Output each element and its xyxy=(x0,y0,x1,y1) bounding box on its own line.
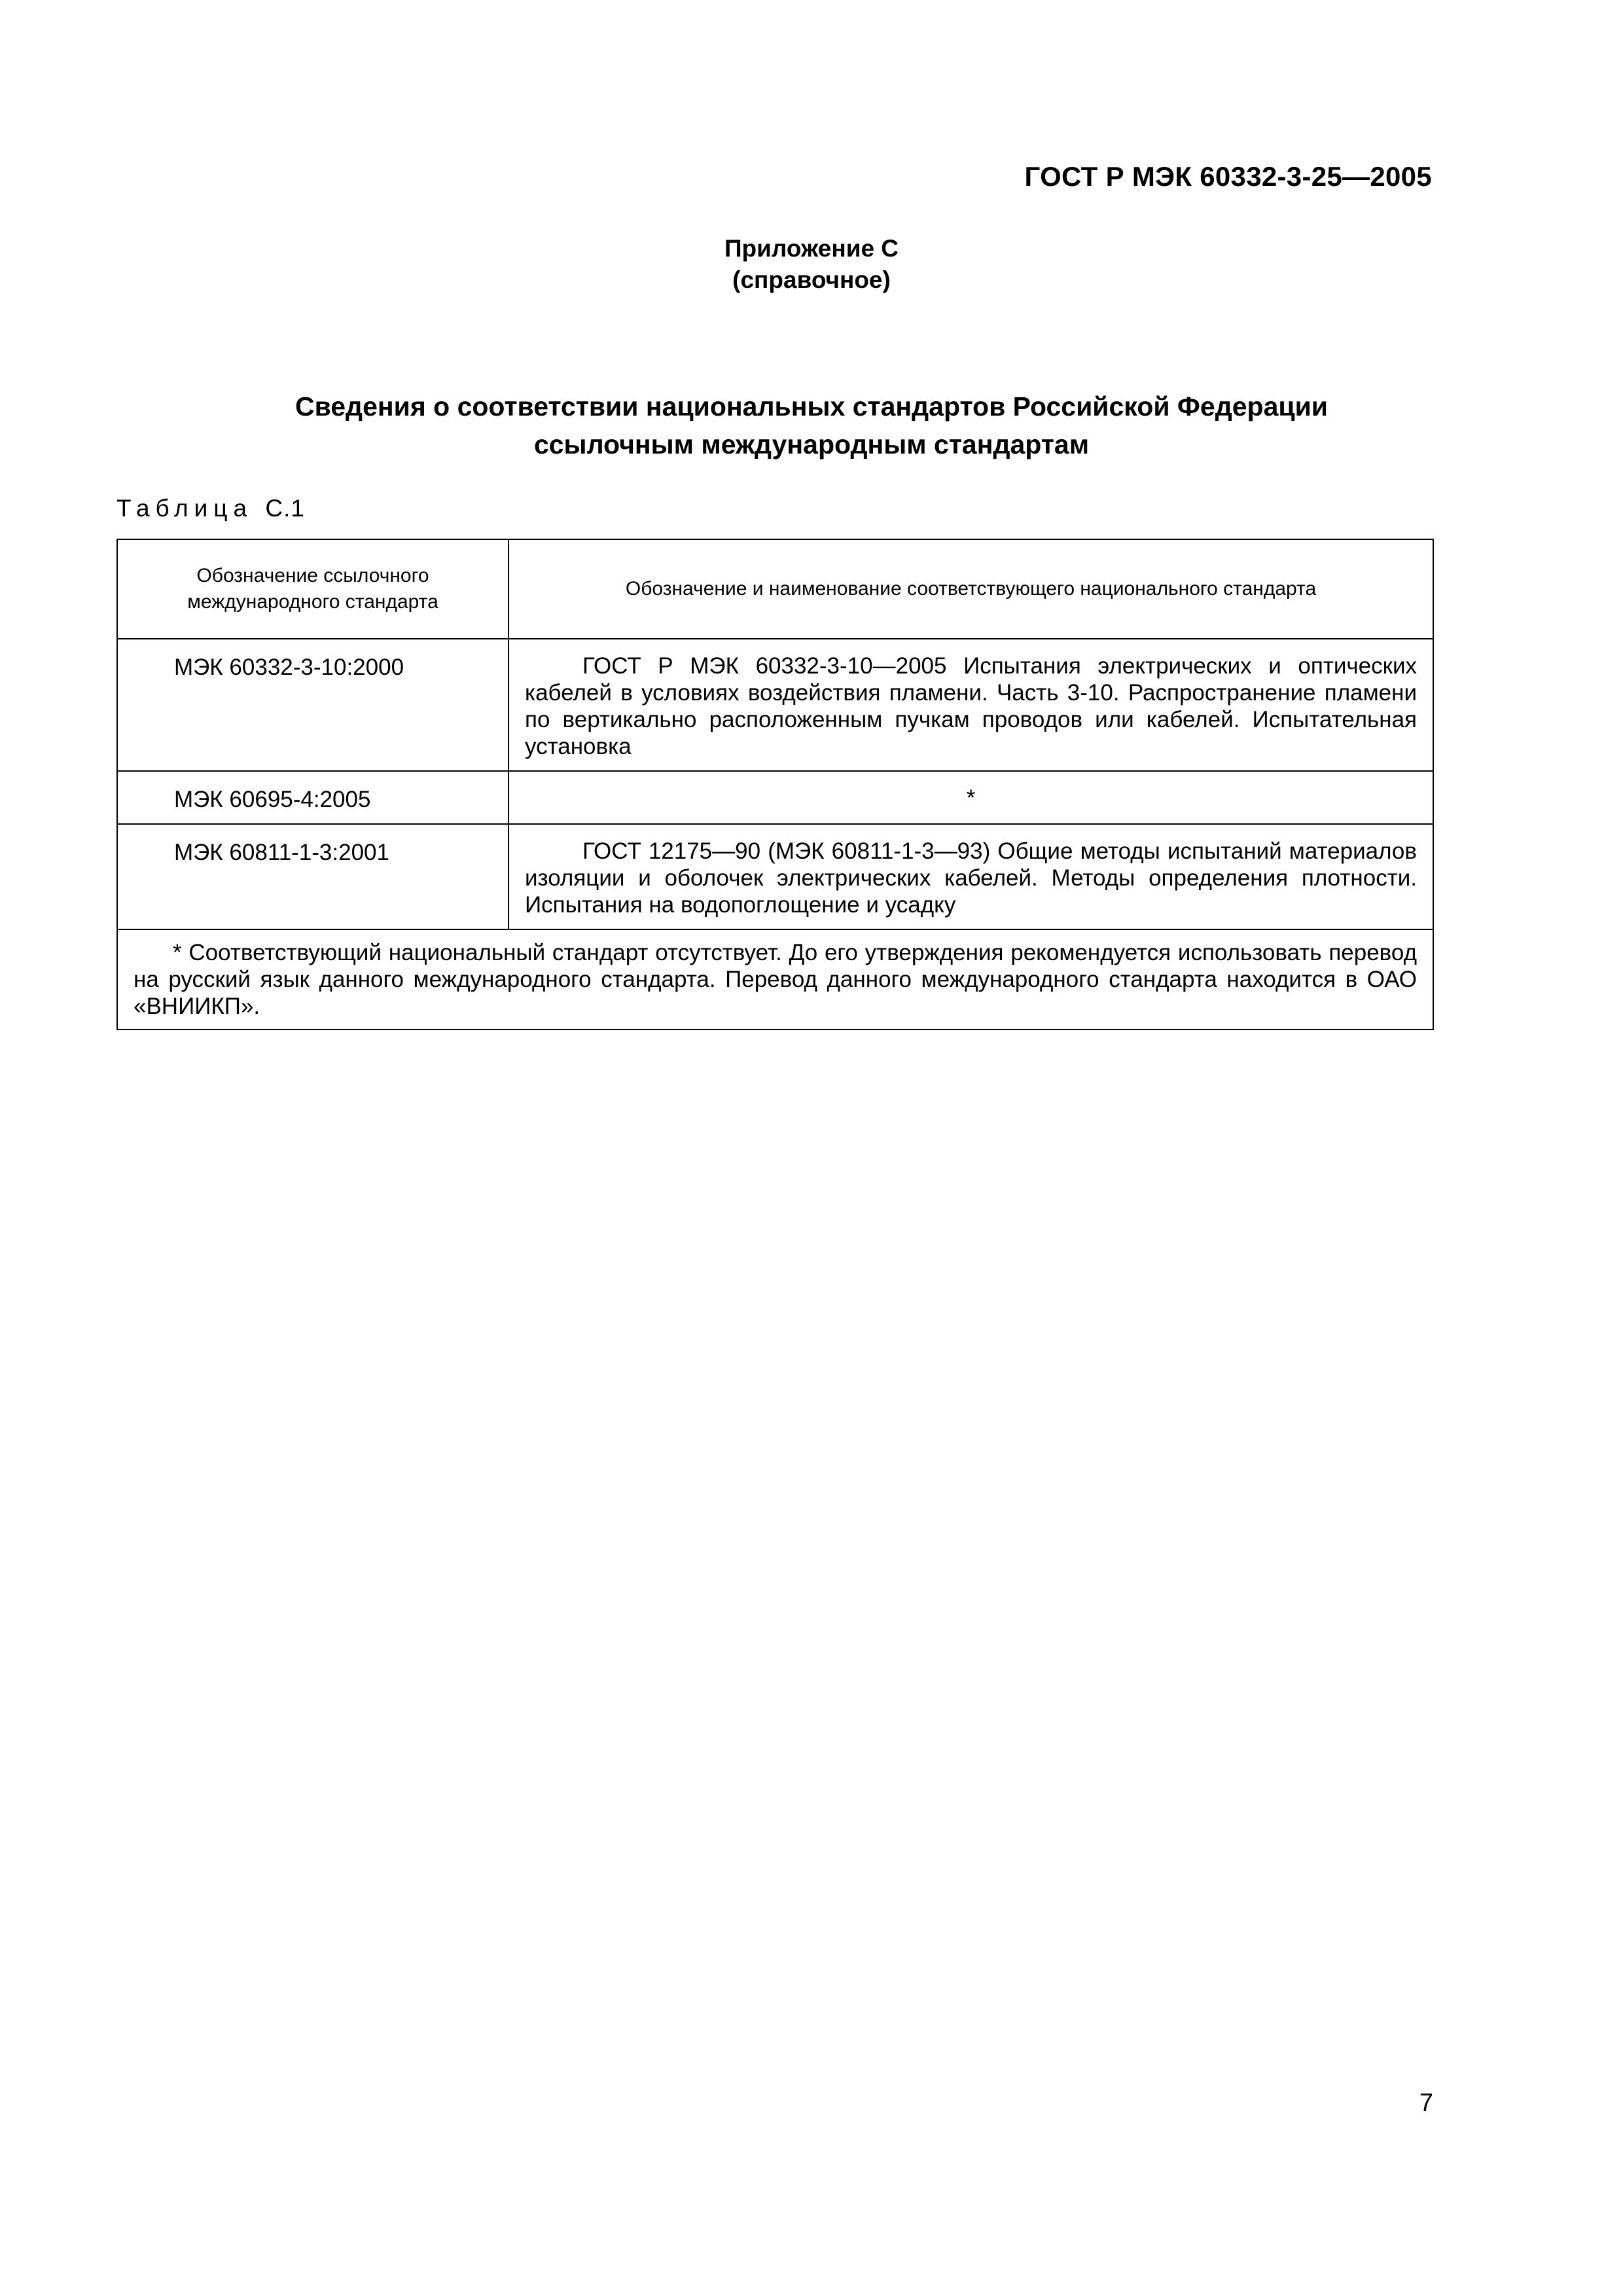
column-header-national-standard: Обозначение и наименование соответствующего национального стандарта xyxy=(508,539,1433,639)
annex-heading xyxy=(0,233,1623,296)
section-title-line-1: Сведения о соответствии национальных стандартов Российской Федерации xyxy=(294,391,1329,422)
table-row xyxy=(117,639,1433,771)
table-footnote-row xyxy=(117,929,1433,1030)
document-code: ГОСТ Р МЭК 60332-3-25—2005 xyxy=(1024,161,1432,192)
annex-title: Приложение С xyxy=(724,235,899,262)
reference-standard-cell: МЭК 60695-4:2005 xyxy=(117,771,508,824)
table-caption xyxy=(116,495,305,522)
section-title-line-2: ссылочным международным стандартам xyxy=(533,429,1090,459)
table-footnote: * Соответствующий национальный стандарт отсутствует. До его утверждения рекомендуется использовать перевод на русский язык данного международного стандарта. Перевод данного международного стандарта находится в ОАО «ВНИИКП». xyxy=(117,929,1433,1030)
national-standard-cell: * xyxy=(508,771,1433,824)
reference-standard-cell: МЭК 60811-1-3:2001 xyxy=(117,824,508,929)
annex-status: (справочное) xyxy=(732,266,891,293)
table-caption-number: С.1 xyxy=(265,495,305,522)
section-title xyxy=(0,387,1623,463)
table-row xyxy=(117,824,1433,929)
page-number: 7 xyxy=(1419,2089,1433,2117)
table-caption-word: Таблица xyxy=(116,495,253,522)
table-row xyxy=(117,771,1433,824)
national-standard-cell: ГОСТ 12175—90 (МЭК 60811-1-3—93) Общие методы испытаний материалов изоляции и оболочек электрических кабелей. Методы определения плотности. Испытания на водопоглощение и усадку xyxy=(508,824,1433,929)
table-header-row xyxy=(117,539,1433,639)
column-header-reference-standard: Обозначение ссылочного международного стандарта xyxy=(117,539,508,639)
standards-correspondence-table xyxy=(116,539,1434,1030)
national-standard-cell: ГОСТ Р МЭК 60332-3-10—2005 Испытания электрических и оптических кабелей в условиях воздействия пламени. Часть 3-10. Распространение пламени по вертикально расположенным пучкам проводов или кабелей. Испытательная установка xyxy=(508,639,1433,771)
reference-standard-cell: МЭК 60332-3-10:2000 xyxy=(117,639,508,771)
